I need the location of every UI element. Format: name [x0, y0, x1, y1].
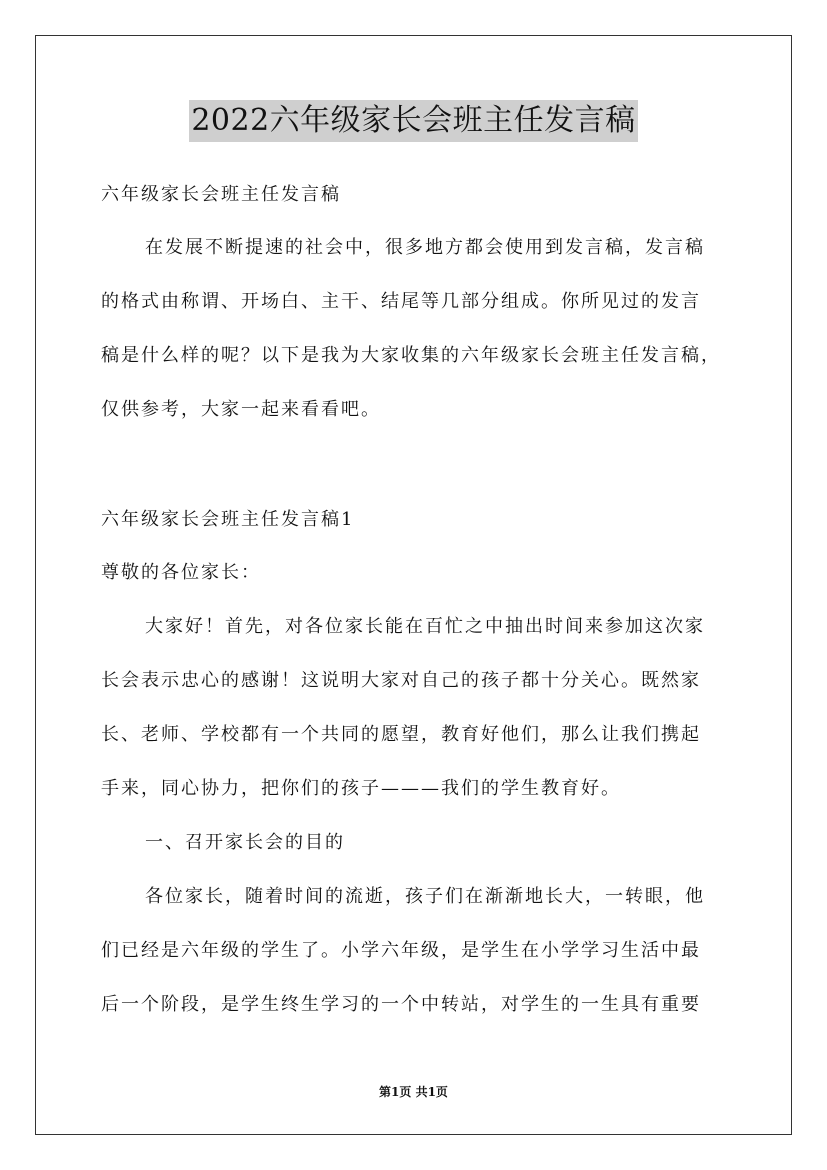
salutation: 尊敬的各位家长：: [101, 562, 261, 583]
section-heading: 六年级家长会班主任发言稿1: [101, 509, 355, 530]
title-wrap: [0, 100, 827, 142]
body-line: 长、老师、学校都有一个共同的愿望，教育好他们，那么让我们携起: [101, 724, 701, 745]
intro-line: 仅供参考，大家一起来看看吧。: [101, 399, 381, 420]
document-title: 2022六年级家长会班主任发言稿: [189, 100, 637, 142]
page-footer: 第1页 共1页: [379, 1085, 448, 1099]
body-line: 手来，同心协力，把你们的孩子———我们的学生教育好。: [101, 778, 621, 799]
point-heading: 一、召开家长会的目的: [145, 832, 345, 853]
body-line: 大家好！首先，对各位家长能在百忙之中抽出时间来参加这次家: [145, 616, 705, 637]
intro-line: 在发展不断提速的社会中，很多地方都会使用到发言稿，发言稿: [145, 237, 705, 258]
point-line: 们已经是六年级的学生了。小学六年级，是学生在小学学习生活中最: [101, 940, 701, 961]
intro-line: 的格式由称谓、开场白、主干、结尾等几部分组成。你所见过的发言: [101, 291, 701, 312]
intro-line: 稿是什么样的呢？以下是我为大家收集的六年级家长会班主任发言稿，: [101, 345, 721, 366]
point-line: 后一个阶段，是学生终生学习的一个中转站，对学生的一生具有重要: [101, 994, 701, 1015]
body-line: 长会表示忠心的感谢！这说明大家对自己的孩子都十分关心。既然家: [101, 670, 701, 691]
point-line: 各位家长，随着时间的流逝，孩子们在渐渐地长大，一转眼，他: [145, 886, 705, 907]
subtitle: 六年级家长会班主任发言稿: [101, 184, 341, 205]
